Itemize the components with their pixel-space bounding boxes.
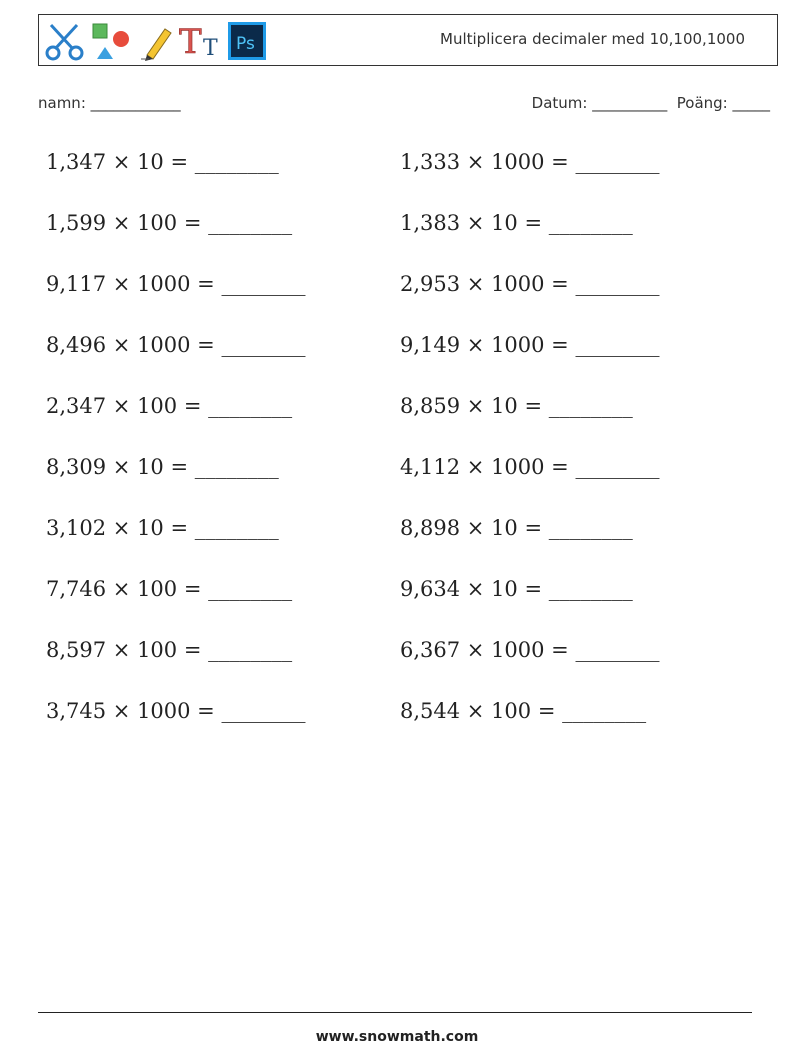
problem: 1,333 × 1000 = ________ — [400, 150, 660, 174]
problem: 9,149 × 1000 = ________ — [400, 333, 660, 357]
photoshop-icon — [227, 21, 267, 61]
problem: 9,117 × 1000 = ________ — [46, 272, 306, 296]
problem: 8,898 × 10 = ________ — [400, 516, 633, 540]
problem: 8,597 × 100 = ________ — [46, 638, 293, 662]
problem: 1,599 × 100 = ________ — [46, 211, 293, 235]
date-score-label: Datum: __________ Poäng: _____ — [531, 94, 770, 112]
problem: 1,347 × 10 = ________ — [46, 150, 279, 174]
problem: 2,347 × 100 = ________ — [46, 394, 293, 418]
problem: 7,746 × 100 = ________ — [46, 577, 293, 601]
problem: 8,544 × 100 = ________ — [400, 699, 647, 723]
svg-text:T: T — [179, 22, 202, 61]
problem: 8,309 × 10 = ________ — [46, 455, 279, 479]
worksheet-title: Multiplicera decimaler med 10,100,1000 — [440, 30, 745, 48]
problem: 1,383 × 10 = ________ — [400, 211, 633, 235]
footer-divider — [38, 1012, 752, 1013]
problem: 8,859 × 10 = ________ — [400, 394, 633, 418]
pencil-icon — [139, 21, 175, 61]
text-icon — [177, 21, 223, 61]
problem: 6,367 × 1000 = ________ — [400, 638, 660, 662]
name-field-label: namn: ____________ — [38, 94, 181, 112]
problem: 2,953 × 1000 = ________ — [400, 272, 660, 296]
header-icons — [43, 21, 273, 61]
svg-text:T: T — [203, 36, 218, 61]
problem-grid — [46, 146, 746, 756]
problem: 3,102 × 10 = ________ — [46, 516, 279, 540]
problem: 4,112 × 1000 = ________ — [400, 455, 660, 479]
svg-text:Ps: Ps — [236, 34, 255, 54]
footer-site-link[interactable]: www.snowmath.com — [315, 1029, 479, 1045]
shapes-icon — [89, 21, 135, 61]
problem: 3,745 × 1000 = ________ — [46, 699, 306, 723]
worksheet-header — [38, 14, 778, 66]
problem: 8,496 × 1000 = ________ — [46, 333, 306, 357]
scissors-icon — [43, 21, 87, 61]
problem: 9,634 × 10 = ________ — [400, 577, 633, 601]
